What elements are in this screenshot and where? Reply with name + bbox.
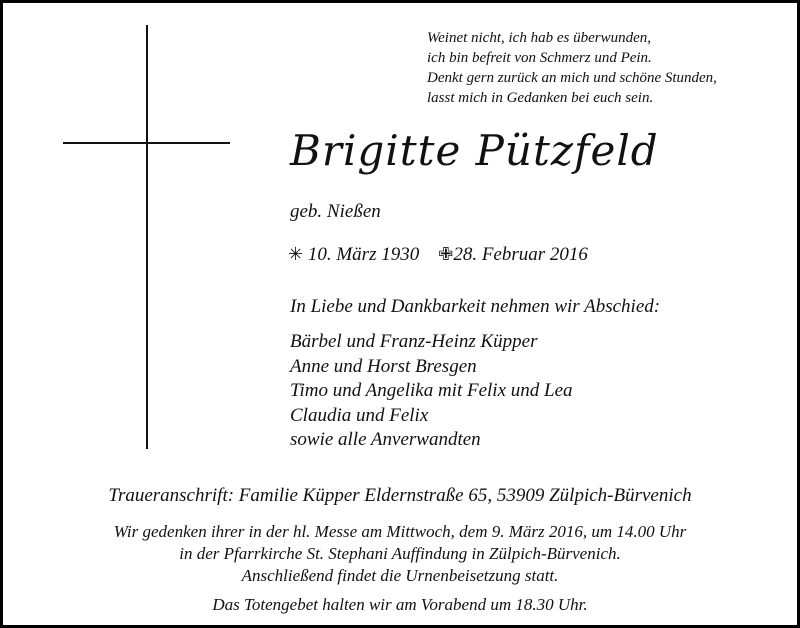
mourner-line: Timo und Angelika mit Felix und Lea [290,380,573,401]
cross-horizontal-bar [63,142,230,144]
birth-date: 10. März 1930 [307,244,420,265]
mass-line: Anschließend findet die Urnenbeisetzung statt. [241,566,559,585]
mass-line: in der Pfarrkirche St. Stephani Auffindung in Zülpich-Bürvenich. [179,544,621,563]
mourner-line: Anne und Horst Bresgen [290,355,477,377]
mourner-line: Claudia und Felix [290,404,429,426]
poem-line: Denkt gern zurück an mich und schöne Stunden, [427,70,717,86]
maiden-name: geb. Nießen [290,201,381,222]
memorial-poem [427,28,717,108]
farewell-text: In Liebe und Dankbarkeit nehmen wir Abschied: [290,296,661,317]
deceased-name: Brigitte Pützfeld [290,126,659,175]
mourning-address: Traueranschrift: Familie Küpper Eldernstraße 65, 53909 Zülpich-Bürvenich [108,485,692,506]
birth-star-icon: ✳ [288,244,304,265]
life-dates [288,244,588,266]
mourner-line: sowie alle Anverwandten [290,429,481,450]
mourner-line: Bärbel und Franz-Heinz Küpper [290,331,538,352]
death-cross-icon: ✙ [438,244,454,265]
poem-line: Weinet nicht, ich hab es überwunden, [427,30,651,46]
mourners-list [290,330,573,453]
cross-vertical-bar [146,25,148,449]
death-date: 28. Februar 2016 [453,244,588,265]
mass-info [3,521,797,587]
poem-line: ich bin befreit von Schmerz und Pein. [427,50,652,66]
prayer-info: Das Totengebet halten wir am Vorabend um 18.30 Uhr. [212,595,588,614]
mass-line: Wir gedenken ihrer in der hl. Messe am Mittwoch, dem 9. März 2016, um 14.00 Uhr [113,522,687,541]
poem-line: lasst mich in Gedanken bei euch sein. [427,90,654,106]
